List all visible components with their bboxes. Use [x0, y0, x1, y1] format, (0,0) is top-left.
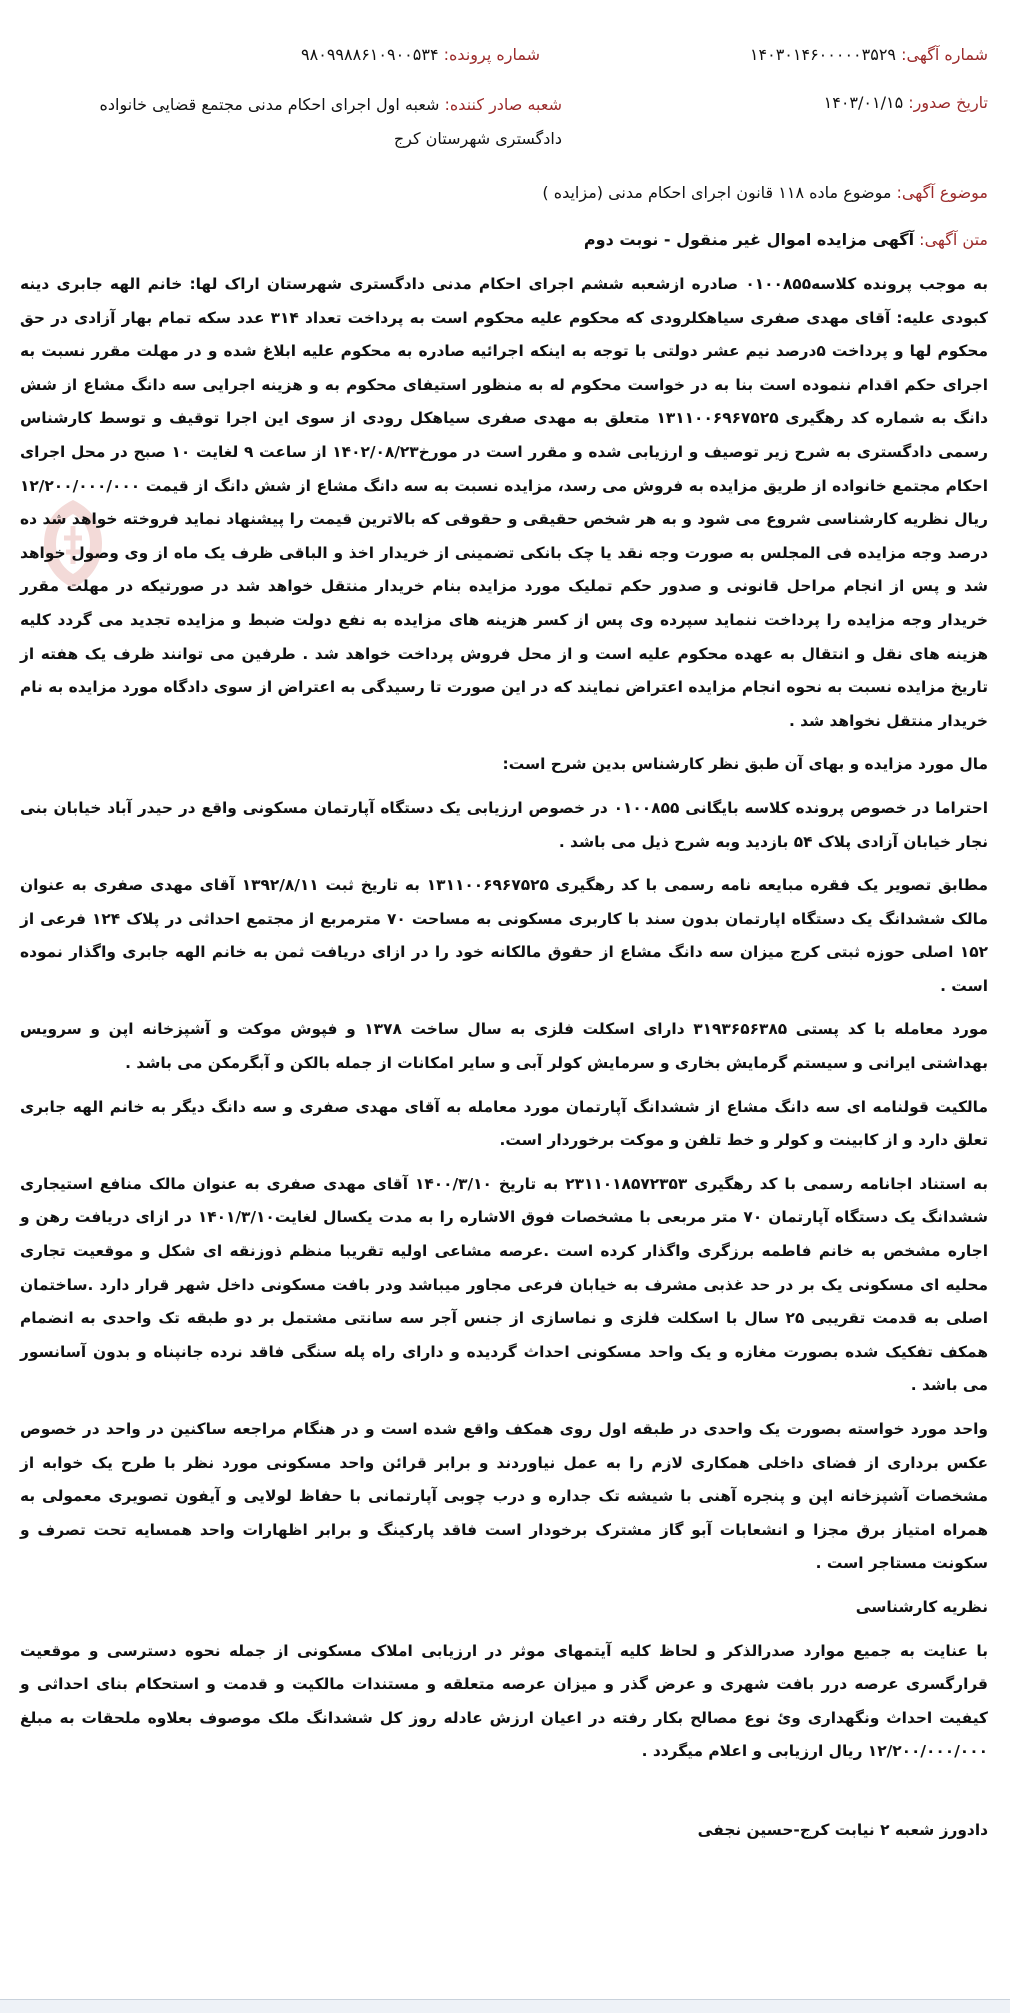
paragraph-appraisal-intro: احتراما در خصوص پرونده کلاسه بایگانی ۰۱۰۰۸۵۵ در خصوص ارزیابی یک دستگاه آپارتمان مسکونی واقع در حیدر آباد خیابان بنی نجار خیابان آزادی پلاک ۵۴ بازدید وبه شرح ذیل می باشد . — [20, 798, 988, 851]
ad-text-line — [20, 229, 988, 251]
case-number-label: شماره پرونده: — [443, 45, 540, 64]
ad-text-label: متن آگهی: — [919, 230, 988, 249]
paragraph-lease: به استناد اجانامه رسمی با کد رهگیری ۲۳۱۱۰۱۸۵۷۲۳۵۳ به تاریخ ۱۴۰۰/۳/۱۰ آقای مهدی صفری به عنوان مالک منافع استیجاری ششدانگ یک دستگاه آپارتمان ۷۰ متر مربعی با مشخصات فوق الاشاره را به مدت یکسال لغایت۱۴۰۱/۳/۱۰ در ازای دریافت رهن و اجاره مشخص به خانم فاطمه برزگری واگذار کرده است .عرصه مشاعی اولیه تقریبا منظم ذوزنقه ای شکل و موقعیت تجاری محلیه ای مسکونی یک بر در حد غذبی مشرف به خیابان فرعی مجاور میباشد ودر بافت مسکونی داخل شهر قرار دارد .ساختمان اصلی به قدمت تقریبی ۲۵ سال با اسکلت فلزی و نماسازی از جنس آجر سه سانتی مشتمل بر دو طبقه تک واحدی به انضمام همکف تفکیک شده بصورت مغازه و یک واحد مسکونی احداث گردیده و دارای راه پله سنگی فاقد نرده جانپناه و بدون آسانسور می باشد . — [20, 1174, 989, 1395]
subject-value: موضوع ماده ۱۱۸ قانون اجرای احکام مدنی (مزایده ) — [542, 183, 892, 202]
issuer — [52, 88, 562, 156]
signature: دادورز شعبه ۲ نیابت کرج-حسین نجفی — [697, 1820, 988, 1839]
subject-label: موضوع آگهی: — [896, 183, 988, 202]
issuer-value: شعبه اول اجرای احکام مدنی مجتمع قضایی خانواده دادگستری شهرستان کرج — [99, 95, 562, 148]
ad-number-value: ۱۴۰۳۰۱۴۶۰۰۰۰۰۳۵۲۹ — [749, 45, 897, 64]
ad-number-label: شماره آگهی: — [901, 45, 988, 64]
issue-date-value: ۱۴۰۳/۰۱/۱۵ — [823, 93, 904, 112]
case-number-value: ۹۸۰۹۹۸۸۶۱۰۹۰۰۵۳۴ — [301, 45, 439, 64]
issue-date — [824, 92, 988, 114]
issue-date-label: تاریخ صدور: — [908, 93, 988, 112]
case-number — [301, 44, 540, 66]
paragraph-property-heading: مال مورد مزایده و بهای آن طبق نظر کارشناس بدین شرح است: — [502, 755, 988, 774]
paragraph-expert-opinion-heading: نظریه کارشناسی — [855, 1597, 988, 1616]
subject-line — [20, 182, 988, 204]
paragraph-expert-opinion: با عنایت به جمیع موارد صدرالذکر و لحاظ کلیه آیتمهای موثر در ارزیابی املاک مسکونی از جمله نحوه دسترسی و موقعیت قرارگسری عرصه درر بافت شهری و عرض گذر و میزان عرصه متعلقه و مستندات مالکیت و قدمت و استحکام بنای احداثی و کیفیت احداث ونگهداری وئ نوع مصالح بکار رفته در اعیان ارزش عادله روز کل ششدانگ ملک موصوف بعلاوه ملحقات به مبلغ ۱۲/۲۰۰/۰۰۰/۰۰۰ ریال ارزیابی و اعلام میگردد . — [20, 1641, 988, 1761]
issuer-label: شعبه صادر کننده: — [444, 95, 562, 114]
paragraph-ownership: مالکیت قولنامه ای سه دانگ مشاع از ششدانگ آپارتمان مورد معامله به آقای مهدی صفری و سه دانگ دیگر به خانم الهه جابری تعلق دارد و از کابینت و کولر و خط تلفن و موکت برخوردار است. — [20, 1097, 988, 1150]
ad-number — [750, 44, 988, 66]
paragraph-main-notice: به موجب پرونده کلاسه۰۱۰۰۸۵۵ صادره ازشعبه ششم اجرای احکام مدنی دادگستری شهرستان اراک لها: خانم الهه جابری دینه کبودی علیه: آقای مهدی صفری سیاهکلرودی که محکوم علیه محکوم است به پرداخت تعداد ۳۱۴ عدد سکه تمام بهار آزادی در حق محکوم لها و پرداخت ۵درصد نیم عشر دولتی با توجه به اینکه اجرائیه صادره به محکوم علیه ابلاغ شده و در مهلت مقرر نسبت به اجرای حکم اقدام ننموده است بنا به در خواست محکوم له به منظور استیفای محکوم به و هزینه اجرایی سه دانگ مشاع از شش دانگ به شماره کد رهگیری ۱۳۱۱۰۰۶۹۶۷۵۲۵ متعلق به مهدی صفری سیاهکل رودی از سوی این اجرا توقیف و توسط کارشناس رسمی دادگستری به شرح زیر توصیف و ارزیابی شده و مقرر است در مورخ۱۴۰۲/۰۸/۲۳ از ساعت ۹ لغایت ۱۰ صبح در محل اجرای احکام مجتمع خانواده از طریق مزایده به فروش می رسد، مزایده نسبت به سه دانگ مشاع از شش دانگ از قیمت ۱۲/۲۰۰/۰۰۰/۰۰۰ ریال نظریه کارشناسی شروع می شود و به هر شخص حقیقی و حقوقی که بالاترین قیمت را پیشنهاد نماید فروخته خواهد شد ده درصد وجه مزایده فی المجلس به صورت وجه نقد یا چک بانکی تضمینی از خریدار اخذ و الباقی ظرف یک ماه از وی وصول خواهد شد و پس از انجام مراحل قانونی و صدور حکم تملیک مورد مزایده بنام خریدار منتقل خواهد شد در صورتیکه در مهلت مقرر خریدار وجه مزایده را پرداخت ننماید سپرده وی پس از کسر هزینه های مزایده به نفع دولت ضبط و مزایده تجدید می گردد کلیه هزینه های نقل و انتقال به عهده محکوم علیه است و از محل فروش پرداخت خواهد شد . طرفین می توانند ظرف یک هفته از تاریخ مزایده نسبت به نحوه انجام مزایده اعتراض نمایند که در این صورت تا رسیدگی به اعتراض از سوی دادگاه مورد مزایده به نام خریدار منتقل نخواهد شد . — [20, 275, 989, 730]
ad-text-value: آگهی مزایده اموال غیر منقول - نوبت دوم — [583, 230, 915, 249]
header-row-1 — [20, 44, 988, 80]
notice-body — [20, 268, 988, 1839]
paragraph-sale-contract: مطابق تصویر یک فقره مبایعه نامه رسمی با کد رهگیری ۱۳۱۱۰۰۶۹۶۷۵۲۵ به تاریخ ثبت ۱۳۹۲/۸/۱۱ آقای مهدی صفری به عنوان مالک ششدانگ یک دستگاه اپارتمان بدون سند با کاربری مسکونی به مساحت ۷۰ مترمربع از مجتمع احداثی در پلاک ۱۲۴ فرعی از ۱۵۲ اصلی حوزه ثبتی کرج میزان سه دانگ مشاع از حقوق مالکانه خود را در ازای دریافت ثمن به خانم الهه جابری واگذار نموده است . — [20, 876, 989, 995]
paragraph-building-specs: مورد معامله با کد پستی ۳۱۹۳۶۵۶۳۸۵ دارای اسکلت فلزی به سال ساخت ۱۳۷۸ و فپوش موکت و آشپزخانه اپن و سرویس بهداشتی ایرانی و سیستم گرمایش بخاری و سرمایش کولر آبی و سایر امکانات از جمله بالکن و آبگرمکن می باشد . — [20, 1020, 989, 1073]
paragraph-unit-description: واحد مورد خواسته بصورت یک واحدی در طبقه اول روی همکف واقع شده است و در هنگام مراجعه ساکنین در واحد در خصوص عکس برداری از فضای داخلی همکاری لازم را به عمل نیاوردند و برابر قرائن واحد مسکونی مورد نظر با طرح یک خوابه از مشخصات آشپزخانه اپن و پنجره آهنی با شیشه تک جداره و درب چوبی آپارتمانی با حفاظ لولایی و آیفون تصویری معمولی به همراه امتیاز برق مجزا و انشعابات آبو گاز مشترک برخودار است فاقد پارکینگ و برابر اظهارات واحد همسایه تحت تصرف و سکونت مستاجر است . — [20, 1420, 988, 1573]
